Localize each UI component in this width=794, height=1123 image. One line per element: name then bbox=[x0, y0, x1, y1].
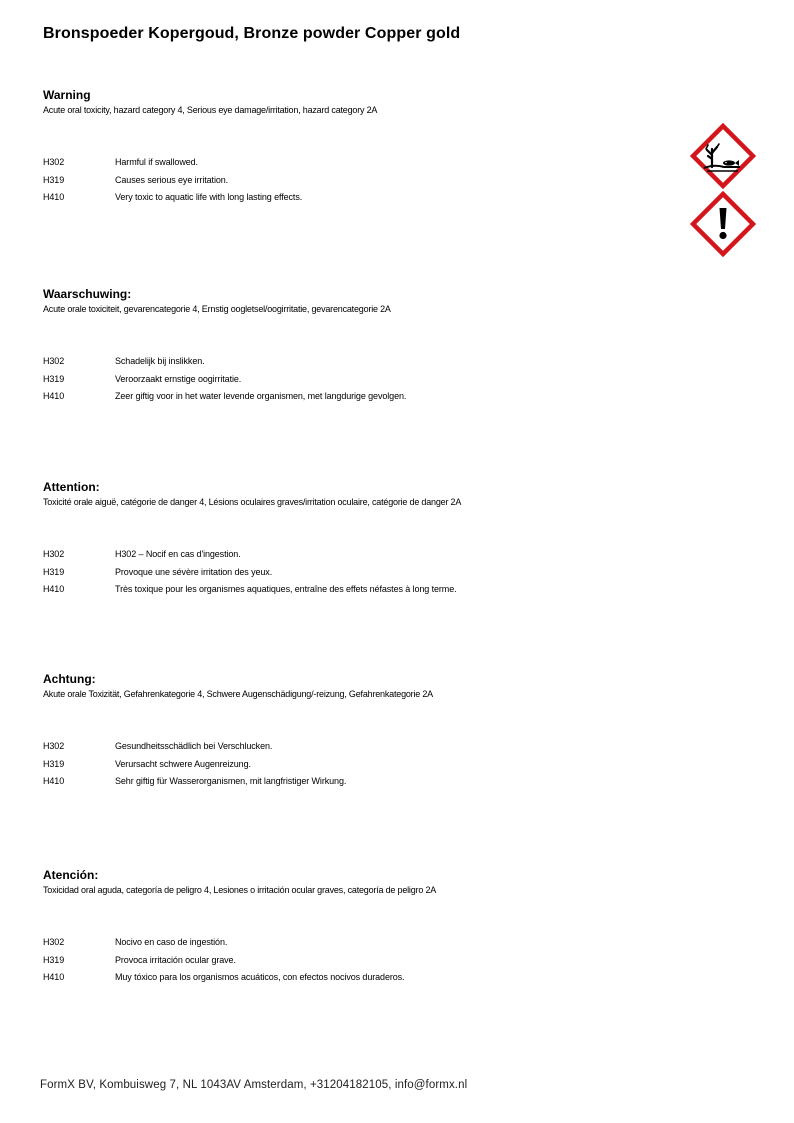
hazard-classification: Acute oral toxicity, hazard category 4, Serious eye damage/irritation, hazard category 2A bbox=[43, 105, 378, 115]
h-code: H410 bbox=[43, 584, 65, 594]
h-code: H319 bbox=[43, 758, 65, 769]
h-text: Muy tóxico para los organismos acuáticos, con efectos nocivos duraderos. bbox=[115, 972, 405, 982]
hazard-statement bbox=[43, 738, 683, 756]
h-text: Harmful if swallowed. bbox=[115, 157, 198, 167]
section-heading: Atención: bbox=[43, 868, 99, 882]
h-text: Schadelijk bij inslikken. bbox=[115, 356, 205, 366]
hazard-statement bbox=[43, 546, 683, 564]
hazard-statement bbox=[43, 154, 683, 172]
h-code: H410 bbox=[43, 391, 65, 401]
section-es bbox=[43, 868, 683, 987]
h-text: Very toxic to aquatic life with long lasting effects. bbox=[115, 192, 303, 202]
exclamation-mark-icon bbox=[690, 191, 756, 257]
h-text: Nocivo en caso de ingestión. bbox=[115, 937, 228, 947]
h-text: Verursacht schwere Augenreizung. bbox=[115, 758, 251, 769]
section-heading: Warning bbox=[43, 88, 91, 102]
hazard-statement bbox=[43, 388, 683, 406]
h-text: Veroorzaakt ernstige oogirritatie. bbox=[115, 373, 242, 384]
section-heading: Waarschuwing: bbox=[43, 287, 132, 301]
hazard-classification: Toxicidad oral aguda, categoría de peligro 4, Lesiones o irritación ocular graves, categoría de peligro 2A bbox=[43, 885, 437, 895]
hazard-statement bbox=[43, 969, 683, 987]
h-text: Très toxique pour les organismes aquatiques, entraîne des effets néfastes à long terme. bbox=[115, 584, 457, 594]
document-title: Bronspoeder Kopergoud, Bronze powder Copper gold bbox=[43, 25, 461, 42]
hazard-statement bbox=[43, 172, 683, 190]
h-text: Zeer giftig voor in het water levende organismen, met langdurige gevolgen. bbox=[115, 391, 407, 401]
h-code: H319 bbox=[43, 174, 65, 185]
hazard-statements bbox=[43, 546, 683, 599]
section-de bbox=[43, 672, 683, 791]
h-code: H410 bbox=[43, 972, 65, 982]
hazard-statement bbox=[43, 934, 683, 952]
hazard-classification: Toxicité orale aiguë, catégorie de danger 4, Lésions oculaires graves/irritation oculaire, catégorie de danger 2A bbox=[43, 497, 462, 507]
h-code: H410 bbox=[43, 776, 65, 786]
footer-contact: FormX BV, Kombuisweg 7, NL 1043AV Amsterdam, +31204182105, info@formx.nl bbox=[40, 1079, 468, 1091]
h-text: Sehr giftig für Wasserorganismen, mit langfristiger Wirkung. bbox=[115, 776, 347, 786]
h-code: H302 bbox=[43, 356, 65, 366]
h-text: Provoque une sévère irritation des yeux. bbox=[115, 566, 273, 577]
h-text: Gesundheitsschädlich bei Verschlucken. bbox=[115, 741, 273, 751]
hazard-statements bbox=[43, 154, 683, 207]
h-text: H302 – Nocif en cas d'ingestion. bbox=[115, 549, 241, 559]
h-text: Provoca irritación ocular grave. bbox=[115, 954, 236, 965]
h-code: H302 bbox=[43, 741, 65, 751]
section-nl bbox=[43, 287, 683, 406]
hazard-statement bbox=[43, 371, 683, 389]
hazard-statements bbox=[43, 738, 683, 791]
hazard-statements bbox=[43, 353, 683, 406]
hazard-statement bbox=[43, 353, 683, 371]
hazard-classification: Akute orale Toxizität, Gefahrenkategorie 4, Schwere Augenschädigung/-reizung, Gefahrenkategorie 2A bbox=[43, 689, 433, 699]
ghs-pictograms bbox=[690, 123, 756, 257]
hazard-statement bbox=[43, 581, 683, 599]
h-text: Causes serious eye irritation. bbox=[115, 174, 229, 185]
h-code: H302 bbox=[43, 157, 65, 167]
section-heading: Attention: bbox=[43, 480, 100, 494]
h-code: H302 bbox=[43, 937, 65, 947]
h-code: H319 bbox=[43, 373, 65, 384]
section-en bbox=[43, 88, 683, 207]
environment-hazard-icon bbox=[690, 123, 756, 189]
h-code: H319 bbox=[43, 566, 65, 577]
section-heading: Achtung: bbox=[43, 672, 96, 686]
hazard-statement bbox=[43, 189, 683, 207]
hazard-classification: Acute orale toxiciteit, gevarencategorie 4, Ernstig oogletsel/oogirritatie, gevarencategorie 2A bbox=[43, 304, 391, 314]
hazard-statement bbox=[43, 756, 683, 774]
hazard-statements bbox=[43, 934, 683, 987]
h-code: H410 bbox=[43, 192, 65, 202]
hazard-statement bbox=[43, 564, 683, 582]
hazard-statement bbox=[43, 952, 683, 970]
h-code: H302 bbox=[43, 549, 65, 559]
hazard-statement bbox=[43, 773, 683, 791]
section-fr bbox=[43, 480, 683, 599]
h-code: H319 bbox=[43, 954, 65, 965]
